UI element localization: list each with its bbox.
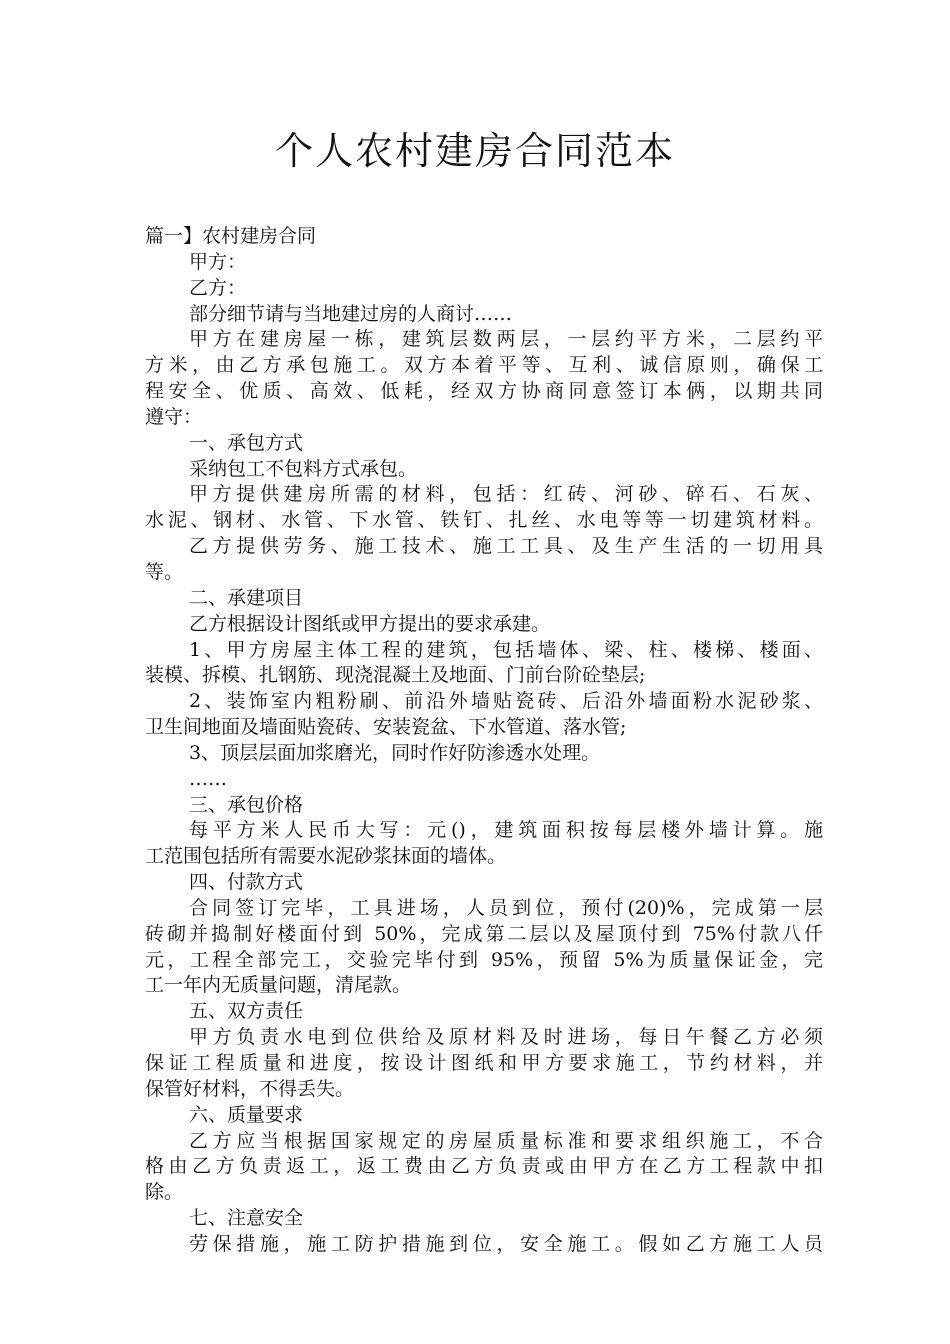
text-line: 1、甲方房屋主体工程的建筑，包括墙体、梁、柱、楼梯、楼面、	[189, 638, 823, 661]
text-line: 五、双方责任	[189, 1000, 304, 1023]
text-line: 格由乙方负责返工，返工费由乙方负责或由甲方在乙方工程款中扣	[145, 1155, 823, 1178]
text-line: 方米，由乙方承包施工。双方本着平等、互利、诚信原则，确保工	[145, 354, 823, 377]
text-line: 保管好材料，不得丢失。	[145, 1077, 355, 1100]
text-line: 元，工程全部完工，交验完毕付到 95%，预留 5%为质量保证金，完	[145, 948, 823, 971]
text-line: 乙方根据设计图纸或甲方提出的要求承建。	[189, 612, 551, 635]
text-line: 2、装饰室内粗粉刷、前沿外墙贴瓷砖、后沿外墙面粉水泥砂浆、	[189, 690, 823, 713]
text-line: 遵守：	[145, 405, 203, 428]
text-line: 二、承建项目	[189, 586, 304, 609]
text-line: 劳保措施，施工防护措施到位，安全施工。假如乙方施工人员	[189, 1232, 823, 1255]
text-line: 采纳包工不包料方式承包。	[189, 457, 418, 480]
document-body	[145, 224, 823, 1258]
text-line: ……	[189, 767, 227, 790]
text-line: 六、质量要求	[189, 1103, 304, 1126]
text-line: 合同签订完毕，工具进场，人员到位，预付(20)%，完成第一层	[189, 896, 823, 919]
text-line: 部分细节请与当地建过房的人商讨……	[189, 302, 513, 325]
text-line: 水泥、钢材、水管、下水管、铁钉、扎丝、水电等等一切建筑材料。	[145, 509, 823, 532]
text-line: 四、付款方式	[189, 871, 304, 894]
text-line: 等。	[145, 560, 184, 583]
text-line: 每平方米人民币大写：元()，建筑面积按每层楼外墙计算。施	[189, 819, 823, 842]
text-line: 乙方提供劳务、施工技术、施工工具、及生产生活的一切用具	[189, 535, 823, 558]
text-line: 工范围包括所有需要水泥砂浆抹面的墙体。	[145, 845, 507, 868]
text-line: 甲方在建房屋一栋，建筑层数两层，一层约平方米，二层约平	[189, 328, 823, 351]
text-line: 七、注意安全	[189, 1207, 304, 1230]
text-line: 卫生间地面及墙面贴瓷砖、安装瓷盆、下水管道、落水管;	[145, 716, 627, 739]
text-line: 工一年内无质量问题，清尾款。	[145, 974, 412, 997]
document-title: 个人农村建房合同范本	[274, 129, 675, 173]
text-line: 乙方应当根据国家规定的房屋质量标准和要求组织施工，不合	[189, 1129, 823, 1152]
text-line: 装模、拆模、扎钢筋、现浇混凝土及地面、门前台阶砼垫层;	[145, 664, 646, 687]
text-line: 篇一】农村建房合同	[145, 225, 317, 247]
text-line: 乙方：	[189, 276, 247, 299]
text-line: 三、承包价格	[189, 793, 304, 816]
text-line: 甲方负责水电到位供给及原材料及时进场，每日午餐乙方必须	[189, 1026, 823, 1049]
text-line: 一、承包方式	[189, 431, 304, 454]
text-line: 保证工程质量和进度，按设计图纸和甲方要求施工，节约材料，并	[145, 1052, 823, 1074]
text-line: 甲方提供建房所需的材料，包括：红砖、河砂、碎石、石灰、	[189, 483, 823, 506]
text-line: 除。	[145, 1181, 184, 1204]
text-line: 3、顶层层面加浆磨光，同时作好防渗透水处理。	[189, 741, 601, 764]
text-line: 砖砌并捣制好楼面付到 50%，完成第二层以及屋顶付到 75%付款八仟	[145, 922, 823, 945]
text-line: 甲方：	[189, 250, 247, 273]
text-line: 程安全、优质、高效、低耗，经双方协商同意签订本俩，以期共同	[145, 380, 823, 403]
